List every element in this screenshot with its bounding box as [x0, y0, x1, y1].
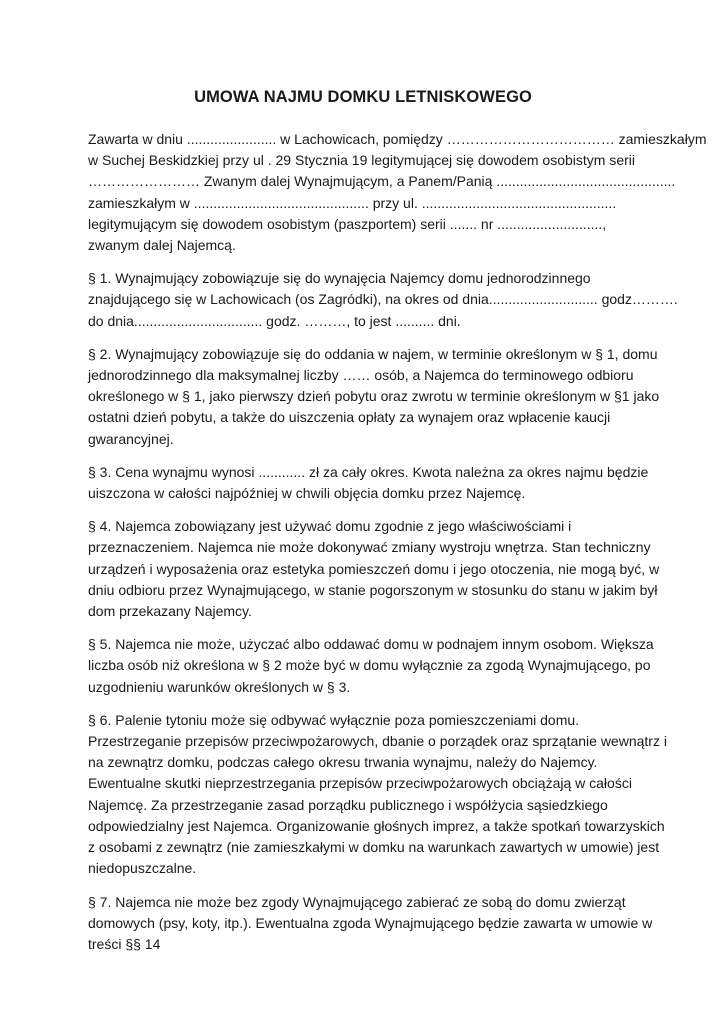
text-line: § 5. Najemca nie może, użyczać albo oddawać domu w podnajem innym osobom. Większa [88, 636, 654, 653]
text-line: jednorodzinnego dla maksymalnej liczby …… osób, a Najemca do terminowego odbioru [88, 367, 634, 384]
text-line: dom przekazany Najemcy. [88, 603, 252, 620]
text-line: niedopuszczalne. [88, 860, 197, 877]
text-line: przeznaczeniem. Najemca nie może dokonywać zmiany wystroju wnętrza. Stan techniczny [88, 539, 651, 556]
text-line: z osobami z zewnątrz (nie zamieszkałymi w domku na warunkach zawartych w umowie) jest [88, 839, 660, 856]
text-line: określonego w § 1, jako pierwszy dzień pobytu oraz zwrotu w terminie określonym w §1 jako [88, 388, 660, 405]
text-line: § 3. Cena wynajmu wynosi ............ zł za cały okres. Kwota należna za okres najmu będzie [88, 463, 649, 480]
text-line: zamieszkałym w ............................................. przy ul. .................................................. [88, 194, 617, 211]
text-line: § 7. Najemca nie może bez zgody Wynajmującego zabierać ze sobą do domu zwierząt [88, 893, 626, 910]
text-line: liczba osób niż określona w § 2 może być w domu wyłącznie za zgodą Wynajmującego, po [88, 657, 651, 674]
text-line: …………………… Zwanym dalej Wynajmującym, a Panem/Panią .............................................. [88, 173, 676, 190]
document-page [88, 88, 707, 967]
text-line: odpowiedzialny jest Najemca. Organizowanie głośnych imprez, a także spotkań towarzyskich [88, 817, 665, 834]
section-6-paragraph [88, 710, 667, 880]
section-3-paragraph [88, 462, 649, 504]
section-5-paragraph [88, 634, 654, 698]
text-line: § 1. Wynajmujący zobowiązuje się do wynajęcia Najemcy domu jednorodzinnego [88, 270, 591, 287]
intro-paragraph [88, 129, 707, 256]
section-1-paragraph [88, 268, 678, 332]
text-line: Zawarta w dniu ....................... w Lachowicach, pomiędzy ……………………………… zamieszkałym [88, 131, 707, 147]
text-line: gwarancyjnej. [88, 430, 174, 447]
text-line: dniu odbioru przez Wynajmującego, w stanie pogorszonym w stosunku do stanu w jakim był [88, 581, 658, 598]
text-line: uiszczona w całości najpóźniej w chwili objęcia domku przez Najemcę. [88, 485, 526, 502]
text-line: § 4. Najemca zobowiązany jest używać domu zgodnie z jego właściwościami i [88, 518, 572, 535]
document-title: UMOWA NAJMU DOMKU LETNISKOWEGO [194, 88, 532, 106]
text-line: uzgodnieniu warunków określonych w § 3. [88, 678, 351, 695]
section-4-paragraph [88, 516, 660, 622]
text-line: zwanym dalej Najemcą. [88, 237, 236, 254]
text-line: treści §§ 14 [88, 935, 161, 952]
text-line: ostatni dzień pobytu, a także do uiszczenia opłaty za wynajem oraz wpłacenie kaucji [88, 409, 611, 426]
text-line: w Suchej Beskidzkiej przy ul . 29 Stycznia 19 legitymującej się dowodem osobistym serii [88, 152, 636, 169]
text-line: Ewentualne skutki nieprzestrzegania przepisów przeciwpożarowych obciążają w całości [88, 775, 632, 792]
text-line: domowych (psy, koty, itp.). Ewentualna zgoda Wynajmującego będzie zawarta w umowie w [88, 914, 653, 931]
text-line: do dnia................................. godz. ………, to jest .......... dni. [88, 312, 461, 329]
text-line: legitymującym się dowodem osobistym (paszportem) serii ....... nr ..........................., [88, 215, 607, 232]
section-2-paragraph [88, 344, 660, 450]
text-line: Najemcę. Za przestrzeganie zasad porządku publicznego i współżycia sąsiedzkiego [88, 796, 608, 813]
text-line: Przestrzeganie przepisów przeciwpożarowych, dbanie o porządek oraz sprzątanie wewnątrz i [88, 733, 667, 750]
text-line: § 2. Wynajmujący zobowiązuje się do oddania w najem, w terminie określonym w § 1, domu [88, 345, 658, 362]
text-line: urządzeń i wyposażenia oraz estetyka pomieszczeń domu i jego otoczenia, nie mogą być, w [88, 560, 660, 577]
section-7-paragraph [88, 892, 653, 956]
text-line: znajdującego się w Lachowicach (os Zagródki), na okres od dnia............................ godz………. [88, 291, 678, 308]
text-line: § 6. Palenie tytoniu może się odbywać wyłącznie poza pomieszczeniami domu. [88, 711, 580, 728]
text-line: na zewnątrz domku, podczas całego okresu trwania wynajmu, należy do Najemcy. [88, 754, 598, 771]
